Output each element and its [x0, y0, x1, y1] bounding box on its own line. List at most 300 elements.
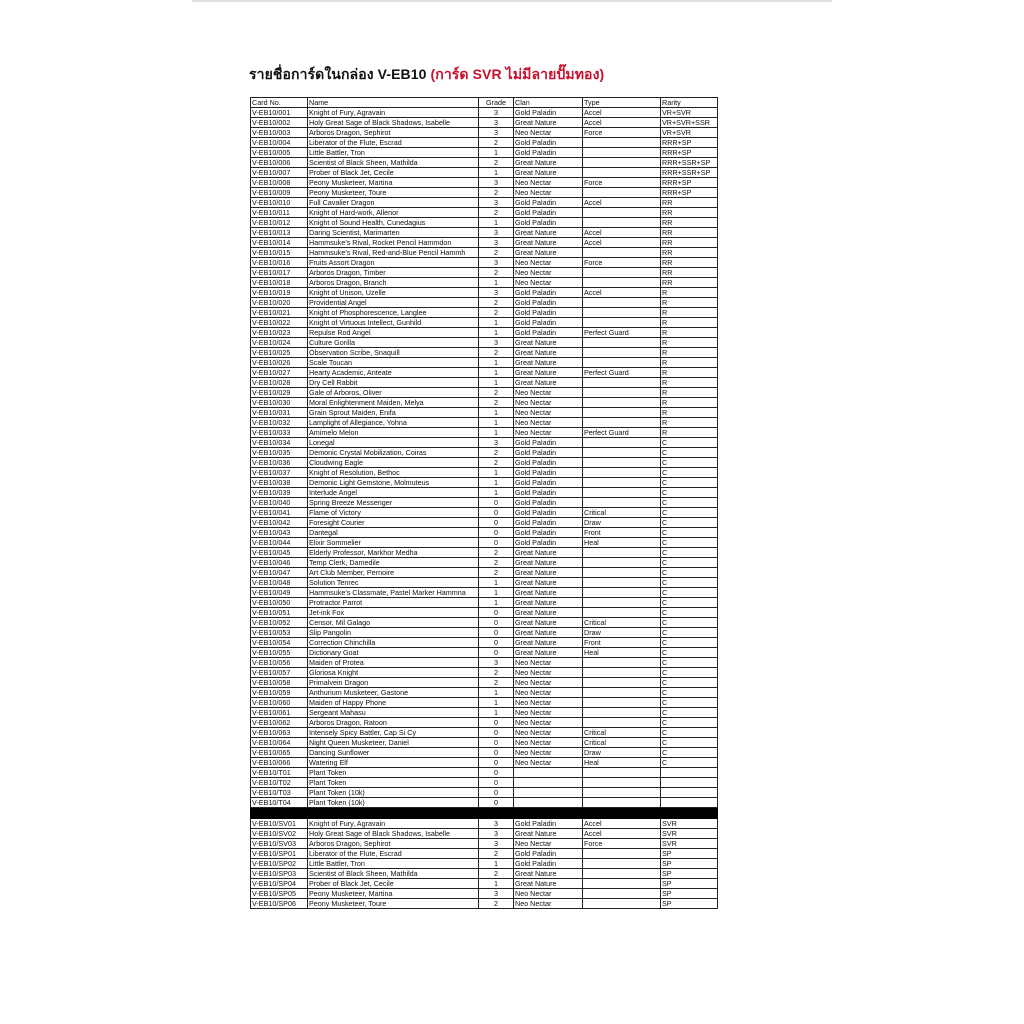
- cell-clan: Neo Nectar: [514, 178, 583, 188]
- table-row: [251, 408, 718, 418]
- cell-type: [583, 448, 661, 458]
- cell-rarity: C: [661, 468, 718, 478]
- cell-name: Watering Elf: [308, 758, 479, 768]
- table-row: [251, 668, 718, 678]
- cell-grade: 3: [479, 118, 514, 128]
- cell-rarity: SP: [661, 879, 718, 889]
- cell-rarity: C: [661, 628, 718, 638]
- cell-card-no: V-EB10/039: [251, 488, 308, 498]
- cell-grade: 1: [479, 368, 514, 378]
- table-row: [251, 218, 718, 228]
- cell-rarity: C: [661, 678, 718, 688]
- cell-rarity: C: [661, 658, 718, 668]
- table-row: [251, 488, 718, 498]
- cell-card-no: V-EB10/032: [251, 418, 308, 428]
- table-row: [251, 268, 718, 278]
- cell-grade: 1: [479, 468, 514, 478]
- cell-card-no: V-EB10/058: [251, 678, 308, 688]
- cell-grade: 3: [479, 889, 514, 899]
- cell-name: Cloudwing Eagle: [308, 458, 479, 468]
- cell-grade: 1: [479, 418, 514, 428]
- cell-name: Amimelo Melon: [308, 428, 479, 438]
- cell-rarity: [661, 768, 718, 778]
- cell-rarity: R: [661, 318, 718, 328]
- table-row: [251, 338, 718, 348]
- cell-name: Fruits Assort Dragon: [308, 258, 479, 268]
- cell-rarity: C: [661, 578, 718, 588]
- cell-type: [583, 588, 661, 598]
- cell-card-no: V-EB10/027: [251, 368, 308, 378]
- table-row: [251, 128, 718, 138]
- cell-type: [583, 438, 661, 448]
- cell-clan: Gold Paladin: [514, 308, 583, 318]
- cell-clan: Great Nature: [514, 368, 583, 378]
- section-separator: [251, 808, 718, 819]
- cell-type: Heal: [583, 538, 661, 548]
- table-row: [251, 368, 718, 378]
- cell-name: Maiden of Happy Phone: [308, 698, 479, 708]
- table-row: [251, 428, 718, 438]
- table-row: [251, 238, 718, 248]
- cell-rarity: C: [661, 738, 718, 748]
- cell-card-no: V-EB10/062: [251, 718, 308, 728]
- cell-rarity: C: [661, 548, 718, 558]
- cell-name: Peony Musketeer, Toure: [308, 899, 479, 909]
- cell-clan: Neo Nectar: [514, 698, 583, 708]
- cell-card-no: V-EB10/010: [251, 198, 308, 208]
- cell-clan: Neo Nectar: [514, 678, 583, 688]
- cell-grade: 2: [479, 849, 514, 859]
- cell-name: Anthurium Musketeer, Gastone: [308, 688, 479, 698]
- cell-rarity: C: [661, 508, 718, 518]
- cell-rarity: R: [661, 418, 718, 428]
- cell-name: Grain Sprout Maiden, Enifa: [308, 408, 479, 418]
- cell-name: Scientist of Black Sheen, Mathilda: [308, 869, 479, 879]
- cell-rarity: SP: [661, 849, 718, 859]
- cell-clan: Great Nature: [514, 228, 583, 238]
- cell-clan: Neo Nectar: [514, 718, 583, 728]
- cell-type: [583, 278, 661, 288]
- cell-clan: Great Nature: [514, 879, 583, 889]
- special-table-row: [251, 899, 718, 909]
- cell-name: Elderly Professor, Markhor Medha: [308, 548, 479, 558]
- cell-type: [583, 318, 661, 328]
- cell-grade: 2: [479, 348, 514, 358]
- cell-rarity: SP: [661, 869, 718, 879]
- cell-type: Accel: [583, 108, 661, 118]
- cell-card-no: V-EB10/016: [251, 258, 308, 268]
- cell-card-no: V-EB10/052: [251, 618, 308, 628]
- cell-rarity: C: [661, 698, 718, 708]
- cell-clan: Great Nature: [514, 638, 583, 648]
- cell-name: Gale of Arboros, Oliver: [308, 388, 479, 398]
- cell-grade: 3: [479, 288, 514, 298]
- cell-card-no: V-EB10/SV01: [251, 819, 308, 829]
- cell-name: Hammsuke's Rival, Red-and-Blue Pencil Hammh: [308, 248, 479, 258]
- cell-rarity: RR: [661, 228, 718, 238]
- cell-card-no: V-EB10/030: [251, 398, 308, 408]
- cell-name: Holy Great Sage of Black Shadows, Isabelle: [308, 118, 479, 128]
- cell-card-no: V-EB10/035: [251, 448, 308, 458]
- table-row: [251, 378, 718, 388]
- cell-type: Force: [583, 128, 661, 138]
- cell-clan: Gold Paladin: [514, 468, 583, 478]
- header-card-no: Card No.: [251, 98, 308, 108]
- cell-clan: Neo Nectar: [514, 128, 583, 138]
- cell-card-no: V-EB10/001: [251, 108, 308, 118]
- special-table-row: [251, 819, 718, 829]
- special-table-row: [251, 889, 718, 899]
- cell-grade: 1: [479, 698, 514, 708]
- cell-card-no: V-EB10/048: [251, 578, 308, 588]
- cell-name: Little Battler, Tron: [308, 148, 479, 158]
- cell-clan: Great Nature: [514, 168, 583, 178]
- cell-rarity: C: [661, 718, 718, 728]
- cell-type: [583, 678, 661, 688]
- cell-clan: Great Nature: [514, 558, 583, 568]
- cell-grade: 0: [479, 768, 514, 778]
- cell-grade: 3: [479, 128, 514, 138]
- cell-type: [583, 298, 661, 308]
- table-row: [251, 388, 718, 398]
- cell-card-no: V-EB10/061: [251, 708, 308, 718]
- cell-clan: Gold Paladin: [514, 448, 583, 458]
- table-row: [251, 248, 718, 258]
- cell-clan: Great Nature: [514, 618, 583, 628]
- cell-card-no: V-EB10/SP01: [251, 849, 308, 859]
- table-row: [251, 498, 718, 508]
- cell-type: Front: [583, 528, 661, 538]
- table-row: [251, 698, 718, 708]
- cell-grade: 3: [479, 819, 514, 829]
- cell-grade: 3: [479, 108, 514, 118]
- header-type: Type: [583, 98, 661, 108]
- cell-rarity: C: [661, 688, 718, 698]
- cell-card-no: V-EB10/006: [251, 158, 308, 168]
- table-row: [251, 658, 718, 668]
- cell-card-no: V-EB10/065: [251, 748, 308, 758]
- cell-rarity: C: [661, 668, 718, 678]
- cell-card-no: V-EB10/060: [251, 698, 308, 708]
- card-list-table: [250, 97, 718, 909]
- cell-type: Critical: [583, 618, 661, 628]
- cell-name: Scientist of Black Sheen, Mathilda: [308, 158, 479, 168]
- cell-type: [583, 568, 661, 578]
- cell-name: Knight of Resolution, Bethoc: [308, 468, 479, 478]
- special-table-row: [251, 869, 718, 879]
- cell-name: Peony Musketeer, Toure: [308, 188, 479, 198]
- cell-name: Sergeant Mahasu: [308, 708, 479, 718]
- cell-rarity: R: [661, 358, 718, 368]
- cell-rarity: C: [661, 648, 718, 658]
- cell-clan: Gold Paladin: [514, 478, 583, 488]
- cell-name: Lonegal: [308, 438, 479, 448]
- cell-rarity: C: [661, 538, 718, 548]
- cell-name: Hearty Academic, Anteate: [308, 368, 479, 378]
- cell-rarity: R: [661, 348, 718, 358]
- cell-grade: 2: [479, 899, 514, 909]
- cell-name: Dictionary Goat: [308, 648, 479, 658]
- cell-type: [583, 608, 661, 618]
- cell-card-no: V-EB10/041: [251, 508, 308, 518]
- cell-type: [583, 378, 661, 388]
- cell-clan: [514, 768, 583, 778]
- table-row: [251, 418, 718, 428]
- cell-card-no: V-EB10/023: [251, 328, 308, 338]
- cell-grade: 3: [479, 658, 514, 668]
- cell-grade: 3: [479, 178, 514, 188]
- table-row: [251, 438, 718, 448]
- cell-type: Perfect Guard: [583, 428, 661, 438]
- cell-rarity: VR+SVR+SSR: [661, 118, 718, 128]
- cell-grade: 0: [479, 718, 514, 728]
- cell-name: Plant Token (10k): [308, 798, 479, 808]
- cell-clan: Neo Nectar: [514, 388, 583, 398]
- cell-type: Critical: [583, 508, 661, 518]
- cell-clan: Neo Nectar: [514, 899, 583, 909]
- cell-name: Knight of Sound Health, Cunedagius: [308, 218, 479, 228]
- cell-rarity: C: [661, 758, 718, 768]
- cell-rarity: RR: [661, 248, 718, 258]
- cell-type: [583, 248, 661, 258]
- cell-name: Demonic Crystal Mobilization, Coiras: [308, 448, 479, 458]
- cell-card-no: V-EB10/057: [251, 668, 308, 678]
- cell-card-no: V-EB10/047: [251, 568, 308, 578]
- cell-card-no: V-EB10/037: [251, 468, 308, 478]
- cell-grade: 1: [479, 328, 514, 338]
- cell-type: Accel: [583, 819, 661, 829]
- cell-type: [583, 338, 661, 348]
- cell-clan: Gold Paladin: [514, 328, 583, 338]
- cell-card-no: V-EB10/033: [251, 428, 308, 438]
- cell-name: Knight of Virtuous Intellect, Gunhild: [308, 318, 479, 328]
- table-row: [251, 358, 718, 368]
- cell-grade: 2: [479, 548, 514, 558]
- cell-rarity: SP: [661, 889, 718, 899]
- cell-type: [583, 348, 661, 358]
- cell-type: [583, 398, 661, 408]
- cell-name: Maiden of Protea: [308, 658, 479, 668]
- cell-card-no: V-EB10/SV02: [251, 829, 308, 839]
- table-row: [251, 508, 718, 518]
- cell-type: Accel: [583, 118, 661, 128]
- cell-card-no: V-EB10/SP06: [251, 899, 308, 909]
- cell-name: Holy Great Sage of Black Shadows, Isabelle: [308, 829, 479, 839]
- cell-clan: Neo Nectar: [514, 688, 583, 698]
- cell-grade: 3: [479, 228, 514, 238]
- cell-rarity: C: [661, 638, 718, 648]
- cell-rarity: [661, 798, 718, 808]
- cell-clan: Great Nature: [514, 358, 583, 368]
- cell-name: Peony Musketeer, Martina: [308, 889, 479, 899]
- table-row: [251, 298, 718, 308]
- cell-grade: 1: [479, 428, 514, 438]
- cell-card-no: V-EB10/051: [251, 608, 308, 618]
- cell-name: Protractor Parrot: [308, 598, 479, 608]
- cell-clan: Great Nature: [514, 548, 583, 558]
- cell-type: [583, 138, 661, 148]
- cell-name: Gloriosa Knight: [308, 668, 479, 678]
- cell-card-no: V-EB10/050: [251, 598, 308, 608]
- cell-card-no: V-EB10/028: [251, 378, 308, 388]
- cell-card-no: V-EB10/T03: [251, 788, 308, 798]
- cell-grade: 0: [479, 778, 514, 788]
- cell-clan: Neo Nectar: [514, 258, 583, 268]
- cell-clan: Neo Nectar: [514, 889, 583, 899]
- cell-grade: 1: [479, 318, 514, 328]
- cell-name: Arboros Dragon, Sephirot: [308, 128, 479, 138]
- cell-clan: Gold Paladin: [514, 508, 583, 518]
- cell-type: Critical: [583, 728, 661, 738]
- table-row: [251, 638, 718, 648]
- cell-grade: 2: [479, 448, 514, 458]
- cell-rarity: RRR+SP: [661, 138, 718, 148]
- cell-card-no: V-EB10/013: [251, 228, 308, 238]
- table-body: [251, 108, 718, 909]
- cell-grade: 0: [479, 748, 514, 758]
- cell-card-no: V-EB10/002: [251, 118, 308, 128]
- cell-name: Spring Breeze Messenger: [308, 498, 479, 508]
- cell-name: Full Cavalier Dragon: [308, 198, 479, 208]
- cell-clan: Neo Nectar: [514, 728, 583, 738]
- cell-type: Accel: [583, 829, 661, 839]
- cell-rarity: R: [661, 328, 718, 338]
- cell-grade: 1: [479, 879, 514, 889]
- cell-type: [583, 598, 661, 608]
- cell-clan: Gold Paladin: [514, 819, 583, 829]
- cell-type: [583, 558, 661, 568]
- cell-type: [583, 498, 661, 508]
- cell-grade: 2: [479, 188, 514, 198]
- cell-grade: 2: [479, 869, 514, 879]
- cell-rarity: C: [661, 478, 718, 488]
- cell-rarity: C: [661, 728, 718, 738]
- cell-type: [583, 899, 661, 909]
- cell-rarity: VR+SVR: [661, 108, 718, 118]
- cell-clan: Gold Paladin: [514, 438, 583, 448]
- title-main: รายชื่อการ์ดในกล่อง V-EB10: [249, 66, 427, 82]
- cell-clan: Neo Nectar: [514, 418, 583, 428]
- cell-name: Repulse Rod Angel: [308, 328, 479, 338]
- table-row: [251, 678, 718, 688]
- cell-card-no: V-EB10/031: [251, 408, 308, 418]
- cell-grade: 0: [479, 618, 514, 628]
- header-name: Name: [308, 98, 479, 108]
- cell-rarity: RRR+SSR+SP: [661, 158, 718, 168]
- cell-grade: 1: [479, 218, 514, 228]
- cell-rarity: C: [661, 518, 718, 528]
- cell-grade: 1: [479, 358, 514, 368]
- cell-name: Scale Toucan: [308, 358, 479, 368]
- cell-grade: 2: [479, 298, 514, 308]
- cell-clan: Gold Paladin: [514, 318, 583, 328]
- cell-card-no: V-EB10/018: [251, 278, 308, 288]
- cell-type: Front: [583, 638, 661, 648]
- cell-grade: 3: [479, 198, 514, 208]
- cell-clan: [514, 778, 583, 788]
- cell-name: Plant Token: [308, 778, 479, 788]
- cell-rarity: SP: [661, 859, 718, 869]
- cell-type: Critical: [583, 738, 661, 748]
- cell-name: Prober of Black Jet, Cecile: [308, 879, 479, 889]
- cell-clan: Gold Paladin: [514, 849, 583, 859]
- cell-card-no: V-EB10/SP04: [251, 879, 308, 889]
- cell-card-no: V-EB10/T04: [251, 798, 308, 808]
- cell-grade: 2: [479, 248, 514, 258]
- cell-grade: 0: [479, 608, 514, 618]
- cell-card-no: V-EB10/009: [251, 188, 308, 198]
- cell-type: [583, 798, 661, 808]
- cell-grade: 3: [479, 839, 514, 849]
- cell-clan: Great Nature: [514, 568, 583, 578]
- cell-name: Slip Pangolin: [308, 628, 479, 638]
- cell-type: [583, 158, 661, 168]
- cell-rarity: C: [661, 708, 718, 718]
- cell-name: Arboros Dragon, Timber: [308, 268, 479, 278]
- cell-type: [583, 768, 661, 778]
- table-row: [251, 788, 718, 798]
- cell-rarity: R: [661, 308, 718, 318]
- cell-name: Prober of Black Jet, Cecile: [308, 168, 479, 178]
- special-table-row: [251, 859, 718, 869]
- cell-type: [583, 718, 661, 728]
- cell-card-no: V-EB10/064: [251, 738, 308, 748]
- table-row: [251, 168, 718, 178]
- cell-type: [583, 788, 661, 798]
- cell-type: Heal: [583, 758, 661, 768]
- cell-rarity: RRR+SSR+SP: [661, 168, 718, 178]
- cell-clan: Great Nature: [514, 338, 583, 348]
- cell-card-no: V-EB10/007: [251, 168, 308, 178]
- cell-type: [583, 268, 661, 278]
- cell-type: [583, 408, 661, 418]
- cell-rarity: C: [661, 488, 718, 498]
- cell-card-no: V-EB10/043: [251, 528, 308, 538]
- cell-type: [583, 548, 661, 558]
- separator-bar: [251, 808, 718, 819]
- cell-rarity: R: [661, 428, 718, 438]
- cell-grade: 2: [479, 398, 514, 408]
- cell-grade: 2: [479, 308, 514, 318]
- cell-clan: Neo Nectar: [514, 839, 583, 849]
- cell-clan: Great Nature: [514, 869, 583, 879]
- cell-type: Accel: [583, 238, 661, 248]
- cell-type: [583, 188, 661, 198]
- cell-name: Flame of Victory: [308, 508, 479, 518]
- table-row: [251, 458, 718, 468]
- cell-type: [583, 578, 661, 588]
- cell-name: Primalvein Dragon: [308, 678, 479, 688]
- table-row: [251, 398, 718, 408]
- cell-card-no: V-EB10/036: [251, 458, 308, 468]
- cell-rarity: R: [661, 388, 718, 398]
- table-header-row: [251, 98, 718, 108]
- cell-grade: 1: [479, 168, 514, 178]
- cell-rarity: RR: [661, 208, 718, 218]
- cell-name: Observation Scribe, Snaquill: [308, 348, 479, 358]
- cell-name: Arboros Dragon, Sephirot: [308, 839, 479, 849]
- cell-card-no: V-EB10/055: [251, 648, 308, 658]
- cell-grade: 1: [479, 859, 514, 869]
- cell-grade: 1: [479, 708, 514, 718]
- cell-type: [583, 668, 661, 678]
- cell-rarity: C: [661, 748, 718, 758]
- cell-clan: Great Nature: [514, 248, 583, 258]
- table-row: [251, 688, 718, 698]
- cell-type: [583, 388, 661, 398]
- cell-rarity: R: [661, 378, 718, 388]
- table-row: [251, 778, 718, 788]
